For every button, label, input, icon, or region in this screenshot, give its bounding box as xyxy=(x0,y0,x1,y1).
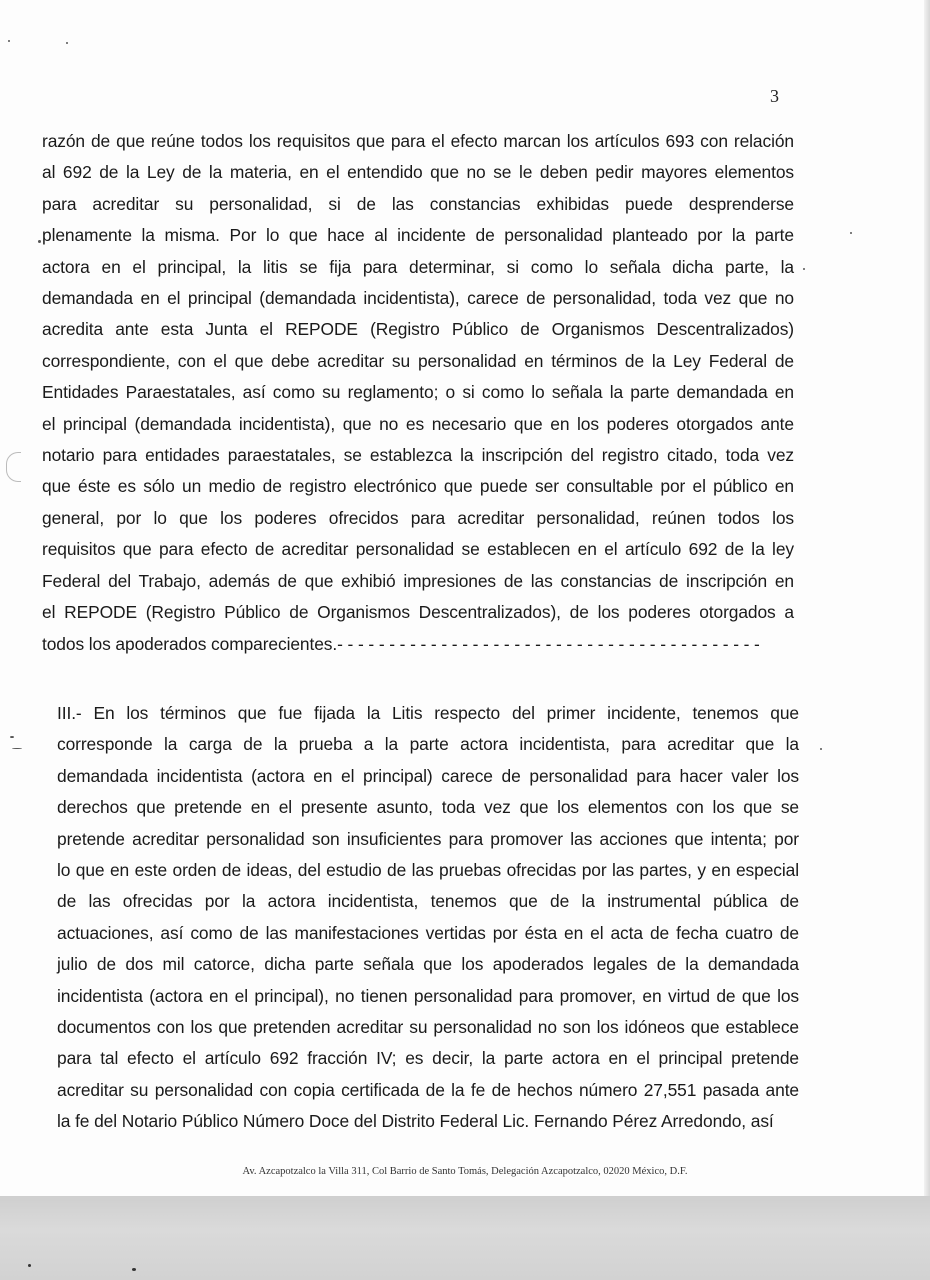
text-line: acreditar su personalidad con copia certificada de la fe de hechos número 27,551 pasada ante xyxy=(57,1079,799,1100)
scan-speck xyxy=(850,232,852,234)
scan-speck xyxy=(820,748,822,750)
text-line: al 692 de la Ley de la materia, en el entendido que no se le deben pedir mayores elementos xyxy=(42,162,794,183)
text-line: demandada en el principal (demandada incidentista), carece de personalidad, toda vez que no xyxy=(42,288,794,309)
text-line: demandada incidentista (actora en el principal) carece de personalidad para hacer valer los xyxy=(57,765,799,786)
scan-speck xyxy=(132,1268,136,1271)
text-line: razón de que reúne todos los requisitos que para el efecto marcan los artículos 693 con relación xyxy=(42,131,794,151)
text-line: Entidades Paraestatales, así como su reglamento; o si como lo señala la parte demandada en xyxy=(42,382,794,403)
text-line: todos los apoderados comparecientes.- - - - - - - - - - - - - - - - - - - - - - - - - - - - - - - - - - - - - - - - - xyxy=(42,633,760,654)
text-line: pretende acreditar personalidad son insuficientes para promover las acciones que intenta; por xyxy=(57,828,799,849)
text-line: correspondiente, con el que debe acreditar su personalidad en términos de la Ley Federal de xyxy=(42,350,794,371)
text-line: lo que en este orden de ideas, del estudio de las pruebas ofrecidas por las partes, y en especial xyxy=(57,860,799,881)
text-line: para acreditar su personalidad, si de las constancias exhibidas puede desprenderse xyxy=(42,193,794,214)
paragraph-section-iii xyxy=(57,698,799,1138)
text-line: notario para entidades paraestatales, se establezca la inscripción del registro citado, toda vez xyxy=(42,445,794,466)
text-line: acredita ante esta Junta el REPODE (Registro Público de Organismos Descentralizados) xyxy=(42,319,794,340)
page-number: 3 xyxy=(770,86,779,106)
footer-address: Av. Azcapotzalco la Villa 311, Col Barrio de Santo Tomás, Delegación Azcapotzalco, 02020 México, D.F. xyxy=(242,1166,688,1177)
scan-speck xyxy=(38,240,41,243)
text-line: actora en el principal, la litis se fija para determinar, si como lo señala dicha parte, la xyxy=(42,256,794,277)
text-line: julio de dos mil catorce, dicha parte señala que los apoderados legales de la demandada xyxy=(57,954,799,975)
scan-speck xyxy=(12,748,22,749)
scan-speck xyxy=(8,40,10,42)
scan-edge xyxy=(924,0,930,1196)
text-line: el principal (demandada incidentista), que no es necesario que en los poderes otorgados ante xyxy=(42,413,794,434)
text-line: Federal del Trabajo, además de que exhibió impresiones de las constancias de inscripción en xyxy=(42,570,794,591)
text-line: la fe del Notario Público Número Doce del Distrito Federal Lic. Fernando Pérez Arredondo, así xyxy=(57,1111,774,1132)
text-line: de las ofrecidas por la actora incidentista, tenemos que de la instrumental pública de xyxy=(57,891,799,912)
text-line: para tal efecto el artículo 692 fracción IV; es decir, la parte actora en el principal pretende xyxy=(57,1048,799,1069)
text-line: requisitos que para efecto de acreditar personalidad se establecen en el artículo 692 de la ley xyxy=(42,539,794,560)
text-line: plenamente la misma. Por lo que hace al incidente de personalidad planteado por la parte xyxy=(42,225,794,246)
text-line: que éste es sólo un medio de registro electrónico que puede ser consultable por el público en xyxy=(42,476,794,497)
text-line: III.- En los términos que fue fijada la Litis respecto del primer incidente, tenemos que xyxy=(57,703,799,723)
text-line: general, por lo que los poderes ofrecidos para acreditar personalidad, reúnen todos los xyxy=(42,507,794,528)
scan-speck xyxy=(66,42,68,44)
text-line: incidentista (actora en el principal), no tienen personalidad para promover, en virtud de que los xyxy=(57,985,799,1006)
text-line: corresponde la carga de la prueba a la parte actora incidentista, para acreditar que la xyxy=(57,734,799,755)
paragraph-personality-litis xyxy=(42,126,794,660)
text-line: actuaciones, así como de las manifestaciones vertidas por ésta en el acta de fecha cuatro de xyxy=(57,922,799,943)
scan-speck xyxy=(803,268,805,270)
text-line: documentos con los que pretenden acreditar su personalidad no son los idóneos que establece xyxy=(57,1017,799,1038)
text-line: el REPODE (Registro Público de Organismos Descentralizados), de los poderes otorgados a xyxy=(42,602,794,623)
scan-speck xyxy=(10,736,14,738)
binder-hole-mark xyxy=(6,452,21,482)
scanner-bed xyxy=(0,1196,930,1280)
text-line: derechos que pretende en el presente asunto, toda vez que los elementos con los que se xyxy=(57,797,799,818)
scan-speck xyxy=(28,1264,31,1267)
